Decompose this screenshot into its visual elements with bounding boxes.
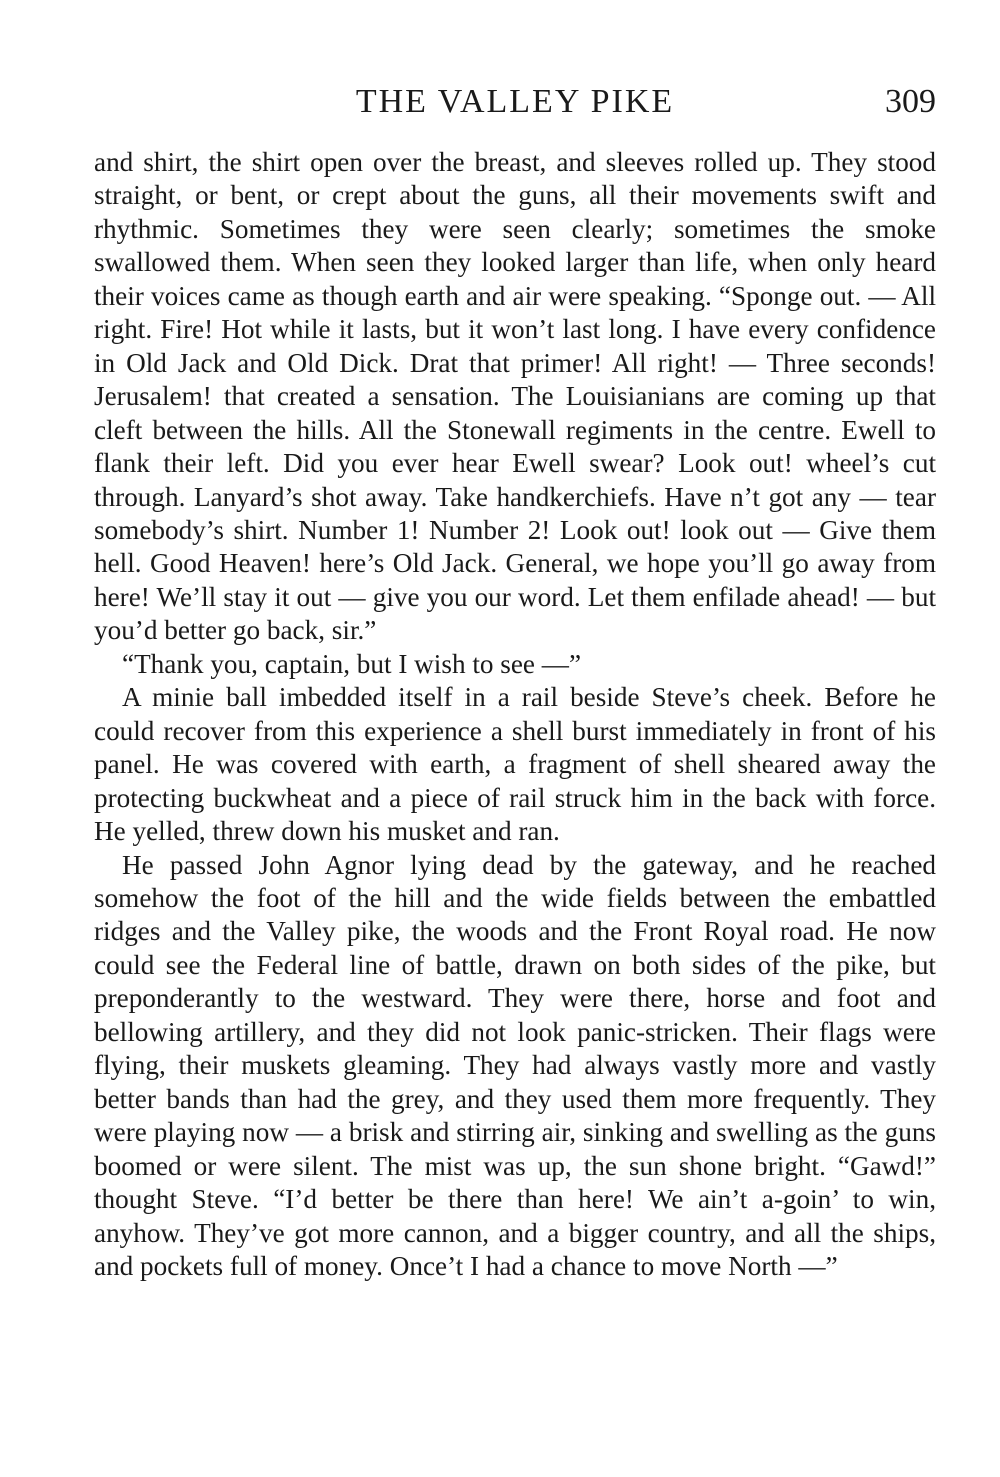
paragraph-2: “Thank you, captain, but I wish to see —” xyxy=(122,648,582,679)
running-title: THE VALLEY PIKE xyxy=(355,83,675,120)
page-number: 309 xyxy=(885,83,936,120)
paragraph-3: A minie ball imbedded itself in a rail beside Steve’s cheek. Before he could recover from this experience a shell burst immediately in front of his panel. He was covered with earth, a fragment of shell sheared away the protecting buckwheat and a piece of rail struck him in the back with force. He yelled, threw down his musket and ran. xyxy=(94,682,936,847)
page-header xyxy=(94,80,936,124)
body-text xyxy=(94,146,936,1283)
paragraph-4: He passed John Agnor lying dead by the gateway, and he reached somehow the foot of the hill and the wide fields between the embattled ridges and the Valley pike, the woods and the Front Royal road. He now could see the Federal line of battle, drawn on both sides of the pike, but preponderantly to the westward. They were there, horse and foot and bellowing artillery, and they did not look panic-stricken. Their flags were flying, their muskets gleaming. They had always vastly more and vastly better bands than had the grey, and they used them more frequently. They were playing now — a brisk and stirring air, sinking and swelling as the guns boomed or were silent. The mist was up, the sun shone bright. “Gawd!” thought Steve. “I’d better be there than here! We ain’t a-goin’ to win, anyhow. They’ve got more cannon, and a bigger country, and all the ships, and pockets full of money. Once’t I had a chance to move North —” xyxy=(94,849,936,1281)
paragraph-1: and shirt, the shirt open over the breast, and sleeves rolled up. They stood straight, or bent, or crept about the guns, all their movements swift and rhythmic. Sometimes they were seen clearly; sometimes the smoke swallowed them. When seen they looked larger than life, when only heard their voices came as though earth and air were speaking. “Sponge out. — All right. Fire! Hot while it lasts, but it won’t last long. I have every confidence in Old Jack and Old Dick. Drat that primer! All right! — Three seconds! Jerusalem! that created a sensation. The Louisianians are coming up that cleft between the hills. All the Stonewall regiments in the centre. Ewell to flank their left. Did you ever hear Ewell swear? Look out! wheel’s cut through. Lanyard’s shot away. Take handkerchiefs. Have n’t got any — tear somebody’s shirt. Number 1! Number 2! Look out! look out — Give them hell. Good Heaven! here’s Old Jack. General, we hope you’ll go away from here! We’ll stay it out — give you our word. Let them enfilade ahead! — but you’d better go back, sir.” xyxy=(94,147,936,646)
